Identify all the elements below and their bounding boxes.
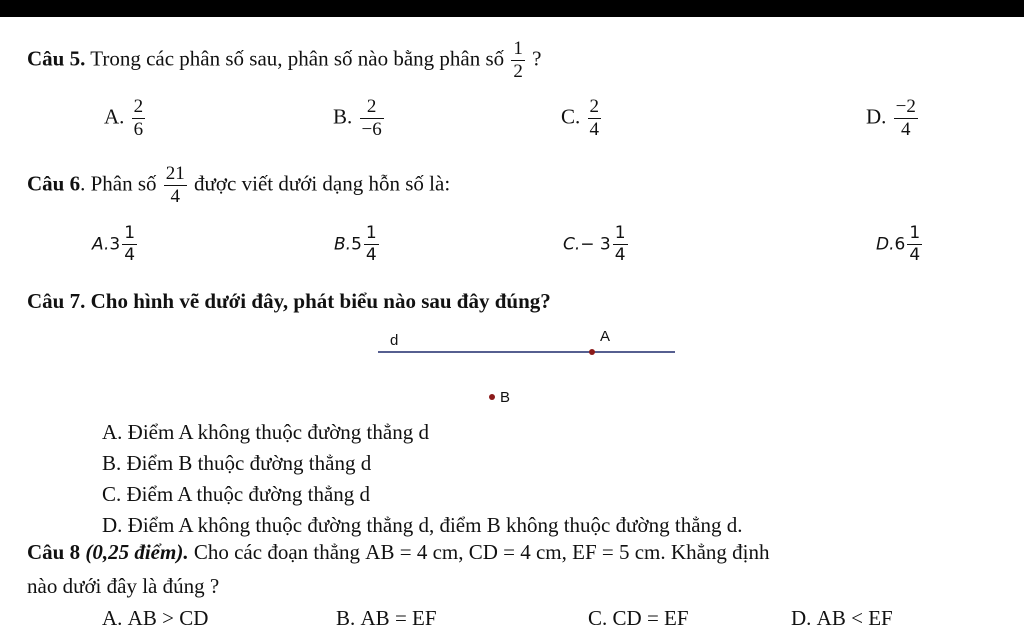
option-denominator: 4: [589, 119, 600, 140]
option-letter: A.: [92, 234, 110, 255]
option-expression: AB = EF: [360, 606, 437, 630]
option-numerator: 1: [614, 223, 626, 243]
question-6-text-post: được viết dưới dạng hỗn số là:: [194, 171, 451, 196]
q7-option-d[interactable]: D. Điểm A không thuộc đường thẳng d, điểm B không thuộc đường thẳng d.: [102, 513, 743, 537]
option-expression: CD = EF: [612, 606, 689, 630]
question-6-stem: [27, 163, 450, 208]
option-denominator: 4: [124, 245, 136, 265]
fraction-denominator: 4: [164, 185, 187, 208]
q6-option-a[interactable]: [92, 223, 139, 266]
q5-option-a[interactable]: [104, 96, 147, 141]
option-denominator: 4: [894, 118, 918, 141]
question-8-text-2: Khẳng định: [670, 540, 770, 564]
point-a-label: A: [600, 328, 611, 345]
top-black-bar: [0, 0, 1024, 17]
option-letter: A.: [102, 606, 123, 630]
q8-option-d[interactable]: [791, 606, 893, 631]
question-8-text-1: Cho các đoạn thẳng: [193, 540, 361, 564]
question-7-stem: [27, 289, 551, 314]
line-d-label: d: [390, 332, 399, 349]
option-denominator: 4: [909, 245, 921, 265]
point-b: [489, 394, 495, 400]
option-expression: AB > CD: [127, 606, 209, 630]
segment-cd: CD = 4 cm,: [468, 540, 567, 564]
segment-ab: AB = 4 cm,: [365, 540, 464, 564]
q5-option-c[interactable]: [561, 96, 603, 141]
q6-option-c[interactable]: [563, 223, 630, 266]
option-denominator: −6: [361, 119, 382, 140]
point-b-label: B: [500, 389, 511, 406]
question-8-points: (0,25 điểm).: [85, 540, 189, 564]
option-expression: AB < EF: [816, 606, 893, 630]
option-numerator: −2: [895, 96, 916, 117]
q8-option-b[interactable]: [336, 606, 437, 631]
mixed-whole: 5: [351, 234, 362, 255]
option-letter: D.: [876, 234, 895, 255]
fraction-numerator: 1: [513, 38, 523, 59]
q7-option-b[interactable]: B. Điểm B thuộc đường thẳng d: [102, 451, 372, 475]
option-numerator: 2: [133, 96, 144, 117]
segment-ef: EF = 5 cm.: [572, 540, 666, 564]
option-letter: B.: [333, 104, 353, 129]
option-letter: B.: [336, 606, 356, 630]
option-numerator: 1: [365, 223, 377, 243]
q5-option-d[interactable]: [866, 96, 920, 141]
option-letter: B.: [334, 234, 352, 255]
fraction-numerator: 21: [165, 163, 185, 184]
question-5-stem: [27, 38, 541, 83]
question-8-line-2: nào dưới đây là đúng ?: [27, 574, 220, 598]
option-letter: C.: [588, 606, 608, 630]
question-7-text: Cho hình vẽ dưới đây, phát biểu nào sau đây đúng?: [90, 289, 551, 313]
option-letter: C.: [563, 234, 581, 255]
q5-option-b[interactable]: [333, 96, 386, 141]
question-6-label: Câu 6: [27, 171, 81, 196]
q6-option-b[interactable]: [334, 223, 381, 266]
q6-option-d[interactable]: [876, 223, 924, 266]
option-numerator: 1: [909, 223, 921, 243]
point-a: [589, 349, 595, 355]
question-7-label: Câu 7.: [27, 289, 86, 313]
mixed-whole: − 3: [580, 234, 611, 255]
option-denominator: 6: [133, 119, 144, 140]
option-numerator: 2: [589, 96, 600, 117]
mixed-whole: 3: [109, 234, 121, 255]
q7-option-a[interactable]: A. Điểm A không thuộc đường thẳng d: [102, 420, 429, 444]
q8-option-a[interactable]: [102, 606, 208, 631]
question-5-label: Câu 5.: [27, 46, 86, 71]
option-letter: D.: [866, 104, 887, 129]
option-letter: C.: [561, 104, 581, 129]
option-letter: D.: [791, 606, 812, 630]
question-6-text-pre: . Phân số: [80, 171, 157, 196]
option-denominator: 4: [365, 245, 377, 265]
option-denominator: 4: [614, 245, 626, 265]
question-mark: ?: [532, 46, 542, 71]
fraction-denominator: 2: [513, 61, 523, 82]
question-6-fraction: [164, 163, 187, 208]
q7-option-c[interactable]: C. Điểm A thuộc đường thẳng d: [102, 482, 371, 506]
q8-option-c[interactable]: [588, 606, 689, 631]
question-5-text: Trong các phân số sau, phân số nào bằng phân số: [90, 46, 505, 71]
line-point-figure: [370, 322, 690, 414]
option-numerator: 2: [366, 96, 377, 117]
mixed-whole: 6: [894, 234, 906, 255]
question-8-stem: [27, 540, 769, 565]
option-numerator: 1: [124, 223, 136, 243]
option-letter: A.: [104, 104, 125, 129]
question-5-fraction: [511, 38, 525, 83]
question-8-label: Câu 8: [27, 540, 81, 564]
